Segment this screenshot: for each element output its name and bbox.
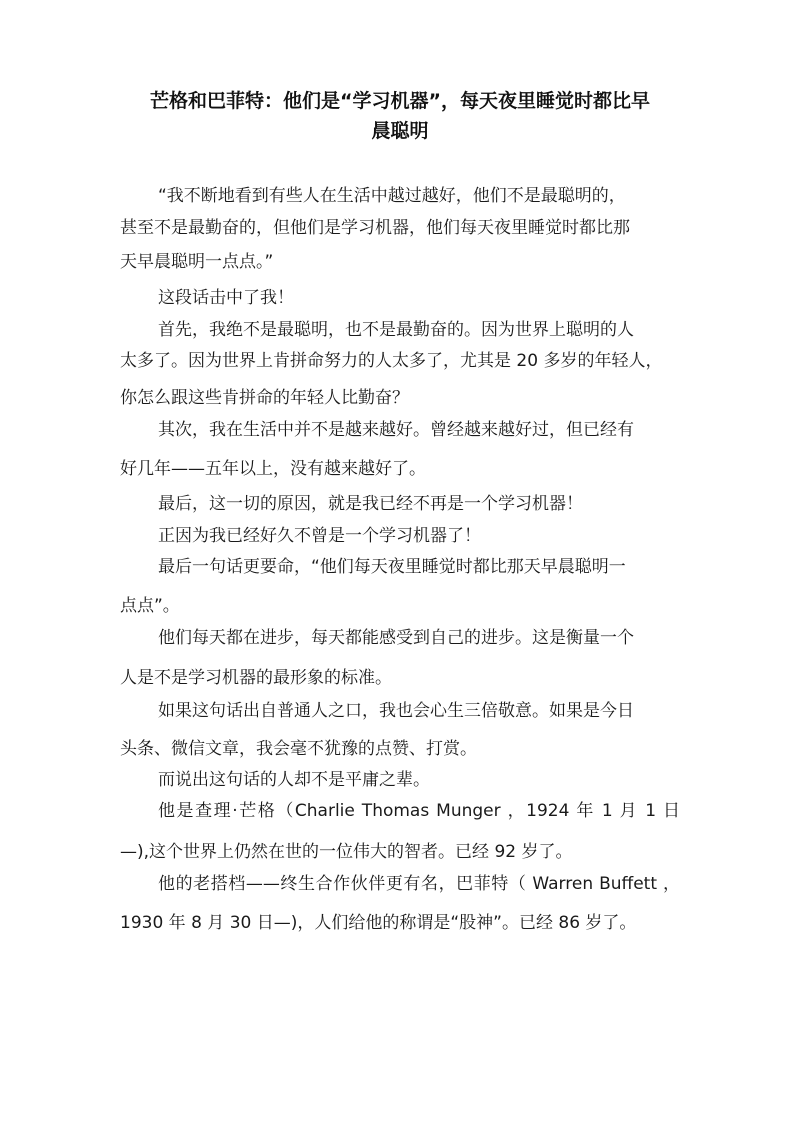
body-line: 头条、微信文章，我会毫不犹豫的点赞、打赏。 [120,739,477,759]
body-line: 首先，我绝不是最聪明，也不是最勤奋的。因为世界上聪明的人 [158,320,634,340]
body-line: 他是查理·芒格（Charlie Thomas Munger ，1924 年 1 月 1 日 [158,801,680,821]
body-line: 而说出这句话的人却不是平庸之辈。 [158,770,430,790]
body-line: 如果这句话出自普通人之口，我也会心生三倍敬意。如果是今日 [158,701,634,721]
body-line: 天早晨聪明一点点。” [120,252,274,272]
body-line: 甚至不是最勤奋的，但他们是学习机器，他们每天夜里睡觉时都比那 [120,218,630,238]
body-line: 最后一句话更要命，“他们每天夜里睡觉时都比那天早晨聪明一 [158,557,626,577]
body-line: 太多了。因为世界上肯拼命努力的人太多了，尤其是 20 多岁的年轻人， [120,351,663,371]
body-line: 他们每天都在进步，每天都能感受到自己的进步。这是衡量一个 [158,628,634,648]
body-line: 最后，这一切的原因，就是我已经不再是一个学习机器！ [158,494,583,514]
body-line: 你怎么跟这些肯拼命的年轻人比勤奋？ [120,388,409,408]
body-line: 其次，我在生活中并不是越来越好。曾经越来越好过，但已经有 [158,420,634,440]
body-line: 1930 年 8 月 30 日—)，人们给他的称谓是“股神”。已经 86 岁了。 [120,913,637,933]
document-title [120,86,680,146]
body-line: 好几年——五年以上，没有越来越好了。 [120,459,426,479]
body-line: “我不断地看到有些人在生活中越过越好，他们不是最聪明的， [158,186,626,206]
body-line: 正因为我已经好久不曾是一个学习机器了！ [158,526,481,546]
body-line: 这段话击中了我！ [158,288,294,308]
title-line-2: 晨聪明 [371,120,429,142]
body-line: 点点”。 [120,596,180,616]
body-line: —),这个世界上仍然在世的一位伟大的智者。已经 92 岁了。 [120,842,573,862]
body-line: 他的老搭档——终生合作伙伴更有名，巴菲特（ Warren Buffett ， [158,874,680,894]
title-line-1: 芒格和巴菲特：他们是“学习机器”，每天夜里睡觉时都比早 [150,90,650,112]
body-line: 人是不是学习机器的最形象的标准。 [120,668,392,688]
